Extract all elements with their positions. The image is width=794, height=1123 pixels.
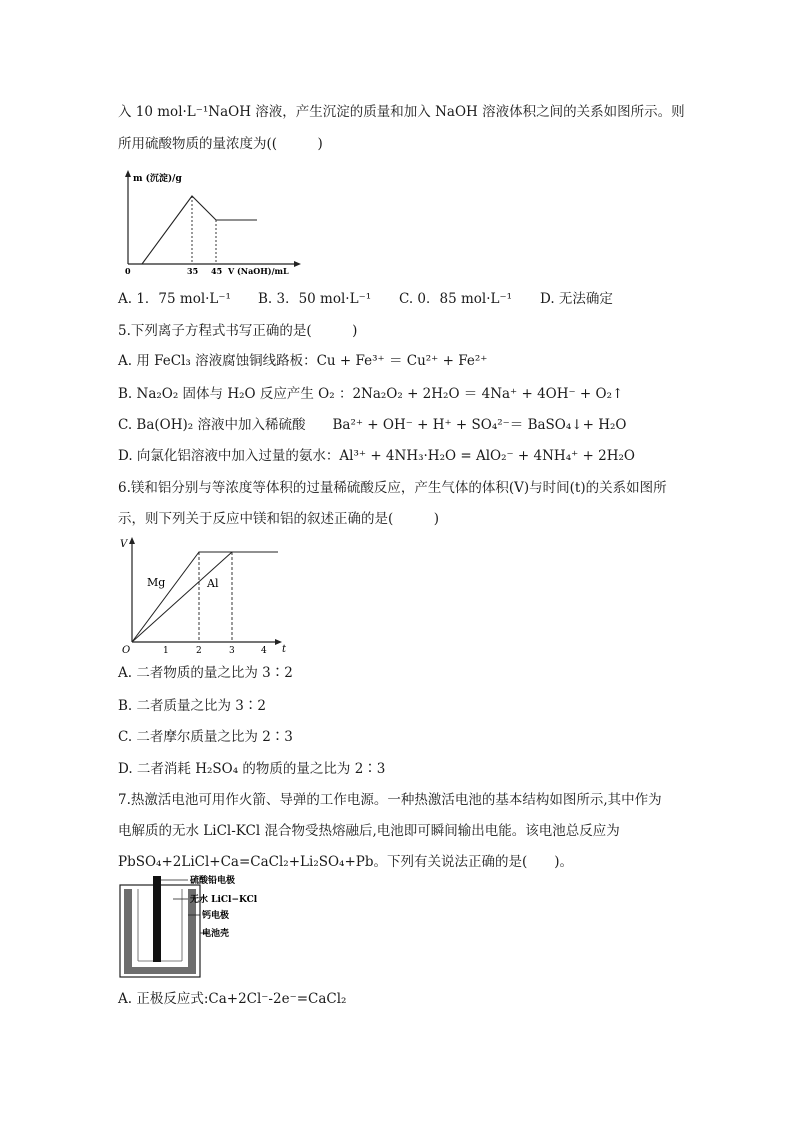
q6-option-a: A. 二者物质的量之比为 3∶2 <box>118 665 293 681</box>
q6-tick-2: 2 <box>196 646 202 655</box>
q6-option-c: C. 二者摩尔质量之比为 2∶3 <box>118 729 293 745</box>
q7-stem-line1: 7.热激活电池可用作火箭、导弹的工作电源。一种热激活电池的基本结构如图所示,其中作为 <box>118 792 662 808</box>
q4-ylabel: m (沉淀)/g <box>133 174 182 184</box>
q7-stem-line2: 电解质的无水 LiCl-KCl 混合物受热熔融后,电池即可瞬间输出电能。该电池总反应为 <box>118 823 620 839</box>
q7-stem-line3: PbSO₄+2LiCl+Ca=CaCl₂+Li₂SO₄+Pb。下列有关说法正确的是( )。 <box>118 854 574 870</box>
q4-option-a: A. 1．75 mol·L⁻¹ <box>118 291 231 307</box>
q4-xlabel: V (NaOH)/mL <box>228 266 289 276</box>
q6-mg-line <box>132 552 278 642</box>
q5-option-c: C. Ba(OH)₂ 溶液中加入稀硫酸 Ba²⁺ + OH⁻ + H⁺ + SO₄²⁻＝ BaSO₄↓+ H₂O <box>118 417 627 433</box>
q6-ylabel: V <box>120 539 128 550</box>
q6-tick-3: 3 <box>229 646 235 655</box>
q6-option-b: B. 二者质量之比为 3∶2 <box>118 698 266 714</box>
q4-stem-line2: 所用硫酸物质的量浓度为(( ) <box>118 136 323 152</box>
q6-stem-line2: 示，则下列关于反应中镁和铝的叙述正确的是( ) <box>118 511 440 527</box>
q4-precipitate-chart <box>115 168 315 283</box>
q6-tick-1: 1 <box>163 646 169 655</box>
q6-tick-4: 4 <box>261 646 267 655</box>
q6-option-d: D. 二者消耗 H₂SO₄ 的物质的量之比为 2∶3 <box>118 761 386 777</box>
label-electrolyte: 无水 LiCl−KCl <box>190 895 258 905</box>
q7-battery-diagram <box>118 873 293 983</box>
q6-al-line <box>132 552 232 642</box>
q4-y-axis-arrow <box>125 170 131 177</box>
label-calcium: 钙电极 <box>202 911 230 921</box>
q4-x-axis-arrow <box>294 261 301 267</box>
q4-option-d: D. 无法确定 <box>540 291 613 307</box>
q4-stem-line1: 入 10 mol·L⁻¹NaOH 溶液，产生沉淀的质量和加入 NaOH 溶液体积之间的关系如图所示。则 <box>118 104 685 120</box>
q7-option-a: A. 正极反应式:Ca+2Cl⁻-2e⁻=CaCl₂ <box>118 991 347 1007</box>
q5-option-d: D. 向氯化铝溶液中加入过量的氨水：Al³⁺ + 4NH₃·H₂O = AlO₂⁻ + 4NH₄⁺ + 2H₂O <box>118 448 635 464</box>
q4-tick-35: 35 <box>187 266 199 276</box>
q6-mg-label: Mg <box>147 576 166 589</box>
q5-option-a: A. 用 FeCl₃ 溶液腐蚀铜线路板：Cu + Fe³⁺ ＝ Cu²⁺ + Fe²⁺ <box>118 353 488 369</box>
q6-al-label: Al <box>207 577 219 590</box>
q6-y-axis-arrow <box>129 537 135 544</box>
label-shell: 电池壳 <box>202 929 230 939</box>
q6-origin-label: O <box>122 645 131 655</box>
q4-option-b: B. 3．50 mol·L⁻¹ <box>258 291 372 307</box>
q6-stem-line1: 6.镁和铝分别与等浓度等体积的过量稀硫酸反应，产生气体的体积(V)与时间(t)的关系如图所 <box>118 480 667 496</box>
lead-sulfate-electrode <box>153 876 161 962</box>
q5-option-b: B. Na₂O₂ 固体与 H₂O 反应产生 O₂ ：2Na₂O₂ + 2H₂O ＝ 4Na⁺ + 4OH⁻ + O₂↑ <box>118 386 624 402</box>
q5-stem: 5.下列离子方程式书写正确的是( ) <box>118 323 358 339</box>
q4-option-c: C. 0．85 mol·L⁻¹ <box>399 291 513 307</box>
q4-precipitate-curve <box>142 196 257 264</box>
q4-tick-45: 45 <box>211 266 223 276</box>
q6-gas-volume-chart <box>118 535 293 655</box>
label-lead-sulfate: 硫酸铅电极 <box>190 876 236 886</box>
q6-xlabel: t <box>282 644 287 655</box>
q6-x-axis-arrow <box>275 639 282 645</box>
q4-origin-label: 0 <box>125 266 131 276</box>
